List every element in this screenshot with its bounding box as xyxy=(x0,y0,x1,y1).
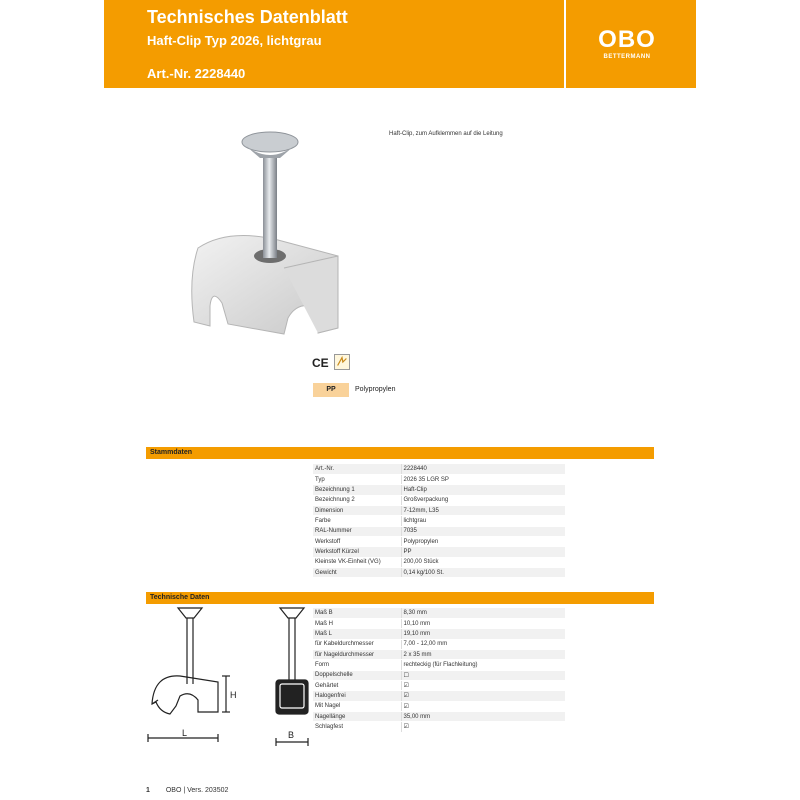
row-key: Schlagfest xyxy=(313,722,401,732)
table-row xyxy=(313,711,565,721)
material-name: Polypropylen xyxy=(355,386,396,393)
dimension-drawings xyxy=(140,604,310,746)
dim-label-h: H xyxy=(230,690,237,700)
table-row xyxy=(313,505,565,515)
stammdaten-header: Stammdaten xyxy=(146,447,654,459)
row-value: Großverpackung xyxy=(401,495,565,505)
row-value: 10,10 mm xyxy=(401,618,565,628)
row-key: Bezeichnung 2 xyxy=(313,495,401,505)
article-number: Art.-Nr. 2228440 xyxy=(147,66,246,81)
product-subtitle: Haft-Clip Typ 2026, lichtgrau xyxy=(147,33,322,48)
logo-subtext: BETTERMANN xyxy=(603,54,651,60)
table-row xyxy=(313,608,565,618)
row-value: 0,14 kg/100 St. xyxy=(401,567,565,577)
obo-logo xyxy=(596,28,658,60)
front-view-drawing xyxy=(148,608,230,742)
row-value: Polypropylen xyxy=(401,536,565,546)
row-key: Dimension xyxy=(313,505,401,515)
row-value: rechteckig (für Flachleitung) xyxy=(401,660,565,670)
footer-version: OBO | Vers. 203502 xyxy=(165,787,229,794)
table-row xyxy=(313,639,565,649)
product-image xyxy=(188,128,358,338)
row-key: Maß B xyxy=(313,608,401,618)
table-row xyxy=(313,649,565,659)
table-row xyxy=(313,547,565,557)
table-row xyxy=(313,464,565,474)
page-number: 1 xyxy=(146,787,150,794)
technische-daten-table xyxy=(313,608,565,733)
row-value: ☑ xyxy=(401,691,565,701)
row-value: 7035 xyxy=(401,526,565,536)
technische-daten-header: Technische Daten xyxy=(146,592,654,604)
row-value: 2 x 35 mm xyxy=(401,649,565,659)
row-key: Werkstoff Kürzel xyxy=(313,547,401,557)
row-value: Haft-Clip xyxy=(401,485,565,495)
ce-mark: CE xyxy=(312,356,329,370)
row-value: lichtgrau xyxy=(401,516,565,526)
table-row xyxy=(313,701,565,711)
row-value: 7,00 - 12,00 mm xyxy=(401,639,565,649)
table-row xyxy=(313,485,565,495)
table-row xyxy=(313,722,565,732)
table-row xyxy=(313,629,565,639)
dim-label-l: L xyxy=(182,728,188,738)
row-value: ☑ xyxy=(401,680,565,690)
row-value: 8,30 mm xyxy=(401,608,565,618)
table-row xyxy=(313,474,565,484)
table-row xyxy=(313,567,565,577)
row-key: RAL-Nummer xyxy=(313,526,401,536)
row-key: Kleinste VK-Einheit (VG) xyxy=(313,557,401,567)
table-row xyxy=(313,536,565,546)
row-value: 200,00 Stück xyxy=(401,557,565,567)
product-caption: Haft-Clip, zum Aufklemmen auf die Leitung xyxy=(389,131,503,137)
row-value: 2026 35 LGR SP xyxy=(401,474,565,484)
table-row xyxy=(313,680,565,690)
table-row xyxy=(313,526,565,536)
glow-wire-icon xyxy=(334,354,350,370)
row-value: ☑ xyxy=(401,701,565,711)
table-row xyxy=(313,660,565,670)
table-row xyxy=(313,670,565,680)
row-key: Bezeichnung 1 xyxy=(313,485,401,495)
row-value: 7-12mm, L35 xyxy=(401,505,565,515)
row-key: Form xyxy=(313,660,401,670)
page-footer xyxy=(146,787,228,794)
row-key: Werkstoff xyxy=(313,536,401,546)
table-row xyxy=(313,495,565,505)
row-key: Maß H xyxy=(313,618,401,628)
side-view-drawing xyxy=(276,608,308,746)
header-banner xyxy=(104,0,696,88)
row-key: Halogenfrei xyxy=(313,691,401,701)
header-divider xyxy=(564,0,566,88)
dim-label-b: B xyxy=(288,730,295,740)
table-row xyxy=(313,516,565,526)
stammdaten-table xyxy=(313,464,565,578)
row-value: PP xyxy=(401,547,565,557)
row-value: 35,00 mm xyxy=(401,711,565,721)
row-key: Farbe xyxy=(313,516,401,526)
row-key: Doppelschelle xyxy=(313,670,401,680)
row-key: Art.-Nr. xyxy=(313,464,401,474)
row-value: ☑ xyxy=(401,722,565,732)
table-row xyxy=(313,618,565,628)
row-key: Typ xyxy=(313,474,401,484)
row-value: 19,10 mm xyxy=(401,629,565,639)
material-code-badge: PP xyxy=(313,383,349,397)
logo-brand: OBO xyxy=(598,26,656,53)
row-key: Mit Nagel xyxy=(313,701,401,711)
row-key: für Kabeldurchmesser xyxy=(313,639,401,649)
document-title: Technisches Datenblatt xyxy=(147,7,348,27)
row-key: Gehärtet xyxy=(313,680,401,690)
table-row xyxy=(313,691,565,701)
row-key: Gewicht xyxy=(313,567,401,577)
row-key: Maß L xyxy=(313,629,401,639)
row-key: Nagellänge xyxy=(313,711,401,721)
table-row xyxy=(313,557,565,567)
row-value: 2228440 xyxy=(401,464,565,474)
row-key: für Nageldurchmesser xyxy=(313,649,401,659)
row-value: ☐ xyxy=(401,670,565,680)
